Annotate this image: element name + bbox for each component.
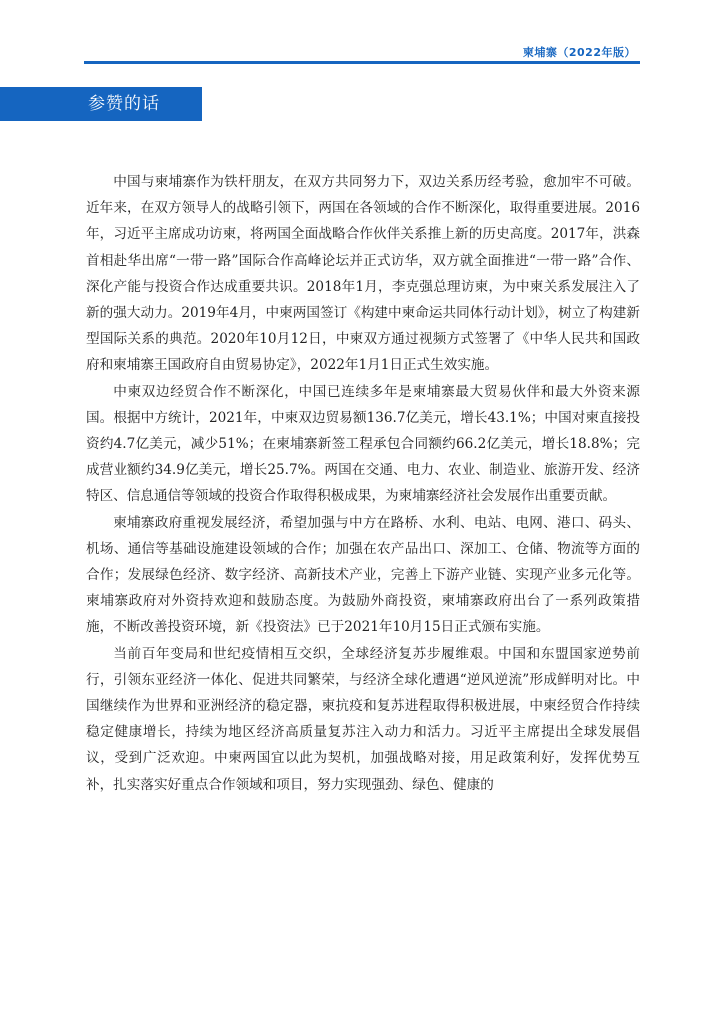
body-text	[86, 169, 640, 798]
section-title: 参赞的话	[88, 94, 160, 114]
header-divider	[84, 61, 640, 64]
paragraph: 中国与柬埔寨作为铁杆朋友，在双方共同努力下，双边关系历经考验，愈加牢不可破。近年来，在双方领导人的战略引领下，两国在各领域的合作不断深化，取得重要进展。2016年，习近平主席成功访柬，将两国全面战略合作伙伴关系推上新的历史高度。2017年，洪森首相赴华出席“一带一路”国际合作高峰论坛并正式访华，双方就全面推进“一带一路”合作、深化产能与投资合作达成重要共识。2018年1月，李克强总理访柬，为中柬关系发展注入了新的强大动力。2019年4月，中柬两国签订《构建中柬命运共同体行动计划》，树立了构建新型国际关系的典范。2020年10月12日，中柬双方通过视频方式签署了《中华人民共和国政府和柬埔寨王国政府自由贸易协定》，2022年1月1日正式生效实施。	[86, 174, 640, 374]
section-banner	[0, 87, 202, 121]
paragraph: 当前百年变局和世纪疫情相互交织，全球经济复苏步履维艰。中国和东盟国家逆势前行，引领东亚经济一体化、促进共同繁荣，与经济全球化遭遇“逆风逆流”形成鲜明对比。中国继续作为世界和亚洲经济的稳定器，柬抗疫和复苏进程取得积极进展，中柬经贸合作持续稳定健康增长，持续为地区经济高质量复苏注入动力和活力。习近平主席提出全球发展倡议，受到广泛欢迎。中柬两国宜以此为契机，加强战略对接，用足政策利好，发挥优势互补，扎实落实好重点合作领域和项目，努力实现强劲、绿色、健康的	[86, 645, 640, 793]
paragraph: 中柬双边经贸合作不断深化，中国已连续多年是柬埔寨最大贸易伙伴和最大外资来源国。根据中方统计，2021年，中柬双边贸易额136.7亿美元，增长43.1%；中国对柬直接投资约4.7亿美元，减少51%；在柬埔寨新签工程承包合同额约66.2亿美元，增长18.8%；完成营业额约34.9亿美元，增长25.7%。两国在交通、电力、农业、制造业、旅游开发、经济特区、信息通信等领域的投资合作取得积极成果，为柬埔寨经济社会发展作出重要贡献。	[86, 383, 640, 505]
paragraph: 柬埔寨政府重视发展经济，希望加强与中方在路桥、水利、电站、电网、港口、码头、机场、通信等基础设施建设领域的合作；加强在农产品出口、深加工、仓储、物流等方面的合作；发展绿色经济、数字经济、高新技术产业，完善上下游产业链、实现产业多元化等。柬埔寨政府对外资持欢迎和鼓励态度。为鼓励外商投资，柬埔寨政府出台了一系列政策措施，不断改善投资环境，新《投资法》已于2021年10月15日正式颁布实施。	[86, 514, 640, 636]
running-header-title: 柬埔寨（2022年版）	[522, 46, 636, 59]
